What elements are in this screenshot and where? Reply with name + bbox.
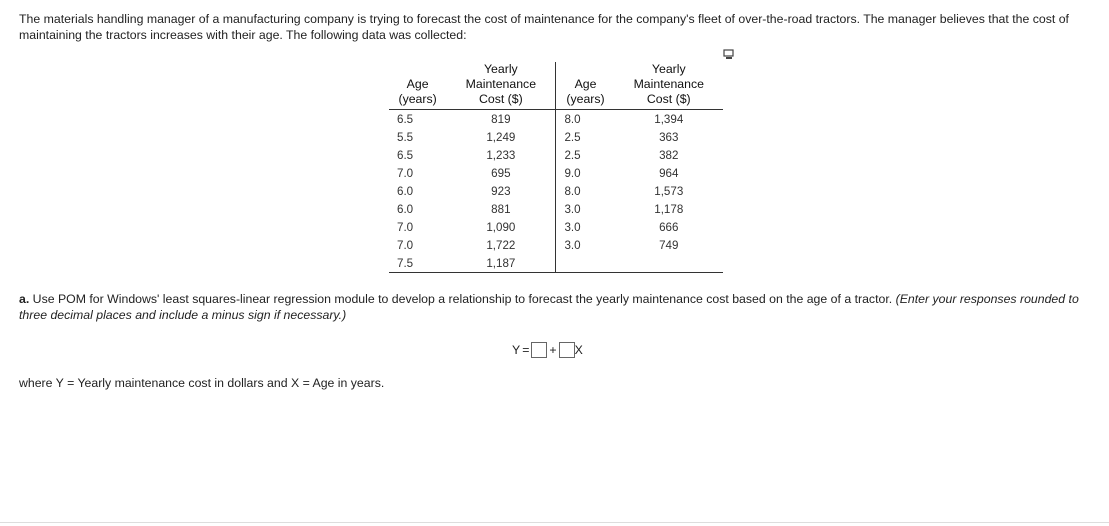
age-cell: 7.0 [397,220,414,234]
variable-definition: where Y = Yearly maintenance cost in dollars and X = Age in years. [19,376,385,390]
cost-cell: 1,178 [654,202,684,216]
cost-cell: 1,090 [446,218,556,236]
cost-cell: 666 [659,220,679,234]
question-part-a [19,291,1089,323]
age-cell: 8.0 [564,184,581,198]
cost-cell: 695 [446,164,556,182]
table-row [389,236,723,254]
slope-input[interactable] [559,342,575,358]
table-row [389,146,723,164]
part-a-instruction: (Enter your responses rounded to three decimal places and include a minus sign if necessary.) [19,292,1079,322]
age-cell: 3.0 [564,220,581,234]
table-row [389,128,723,146]
part-a-text: Use POM for Windows' least squares-linear regression module to develop a relationship to forecast the yearly maintenance cost based on the age of a tractor. [29,292,896,306]
header-age-1: Age (years) [389,62,446,110]
age-cell: 2.5 [564,130,581,144]
age-cell: 6.0 [397,202,414,216]
cost-cell: 1,249 [446,128,556,146]
bottom-divider [0,522,1109,523]
cost-cell: 923 [446,182,556,200]
cost-cell: 1,394 [654,112,684,126]
equation-lhs: Y [512,343,521,357]
table-row [389,110,723,129]
maintenance-data-table [389,62,723,273]
age-cell: 2.5 [564,148,581,162]
header-age-2: Age (years) [556,62,615,110]
header-cost-2: Yearly Maintenance Cost ($) [615,62,723,110]
age-cell: 6.5 [397,148,414,162]
age-cell: 8.0 [564,112,581,126]
table-row [389,182,723,200]
age-cell: 7.0 [397,238,414,252]
plus-sign: + [549,343,557,357]
cost-cell: 819 [446,110,556,129]
age-cell: 3.0 [564,202,581,216]
part-a-label: a. [19,292,30,306]
age-cell [556,254,615,273]
regression-equation [512,342,583,358]
header-cost-1: Yearly Maintenance Cost ($) [446,62,556,110]
cost-cell: 881 [446,200,556,218]
cost-cell: 749 [659,238,679,252]
equals-sign: = [522,343,530,357]
table-row [389,254,723,273]
age-cell: 6.0 [397,184,414,198]
age-cell: 5.5 [397,130,414,144]
age-cell: 6.5 [397,112,414,126]
cost-cell: 363 [659,130,679,144]
table-row [389,164,723,182]
age-cell: 7.5 [389,254,446,273]
table-header-row [389,62,723,110]
intercept-input[interactable] [531,342,547,358]
cost-cell: 382 [659,148,679,162]
copy-table-icon[interactable] [723,48,735,60]
cost-cell: 964 [659,166,679,180]
cost-cell: 1,233 [446,146,556,164]
age-cell: 7.0 [397,166,414,180]
cost-cell: 1,722 [446,236,556,254]
problem-intro: The materials handling manager of a manufacturing company is trying to forecast the cost of maintenance for the company's fleet of over-the-road tractors. The manager believes that the cost of maintaining the tractors increases with their age. The following data was collected: [19,12,1069,42]
table-row [389,200,723,218]
cost-cell: 1,187 [446,254,556,273]
age-cell: 9.0 [564,166,581,180]
cost-cell [615,254,723,273]
table-row [389,218,723,236]
age-cell: 3.0 [564,238,581,252]
cost-cell: 1,573 [654,184,684,198]
equation-variable: X [574,343,583,357]
